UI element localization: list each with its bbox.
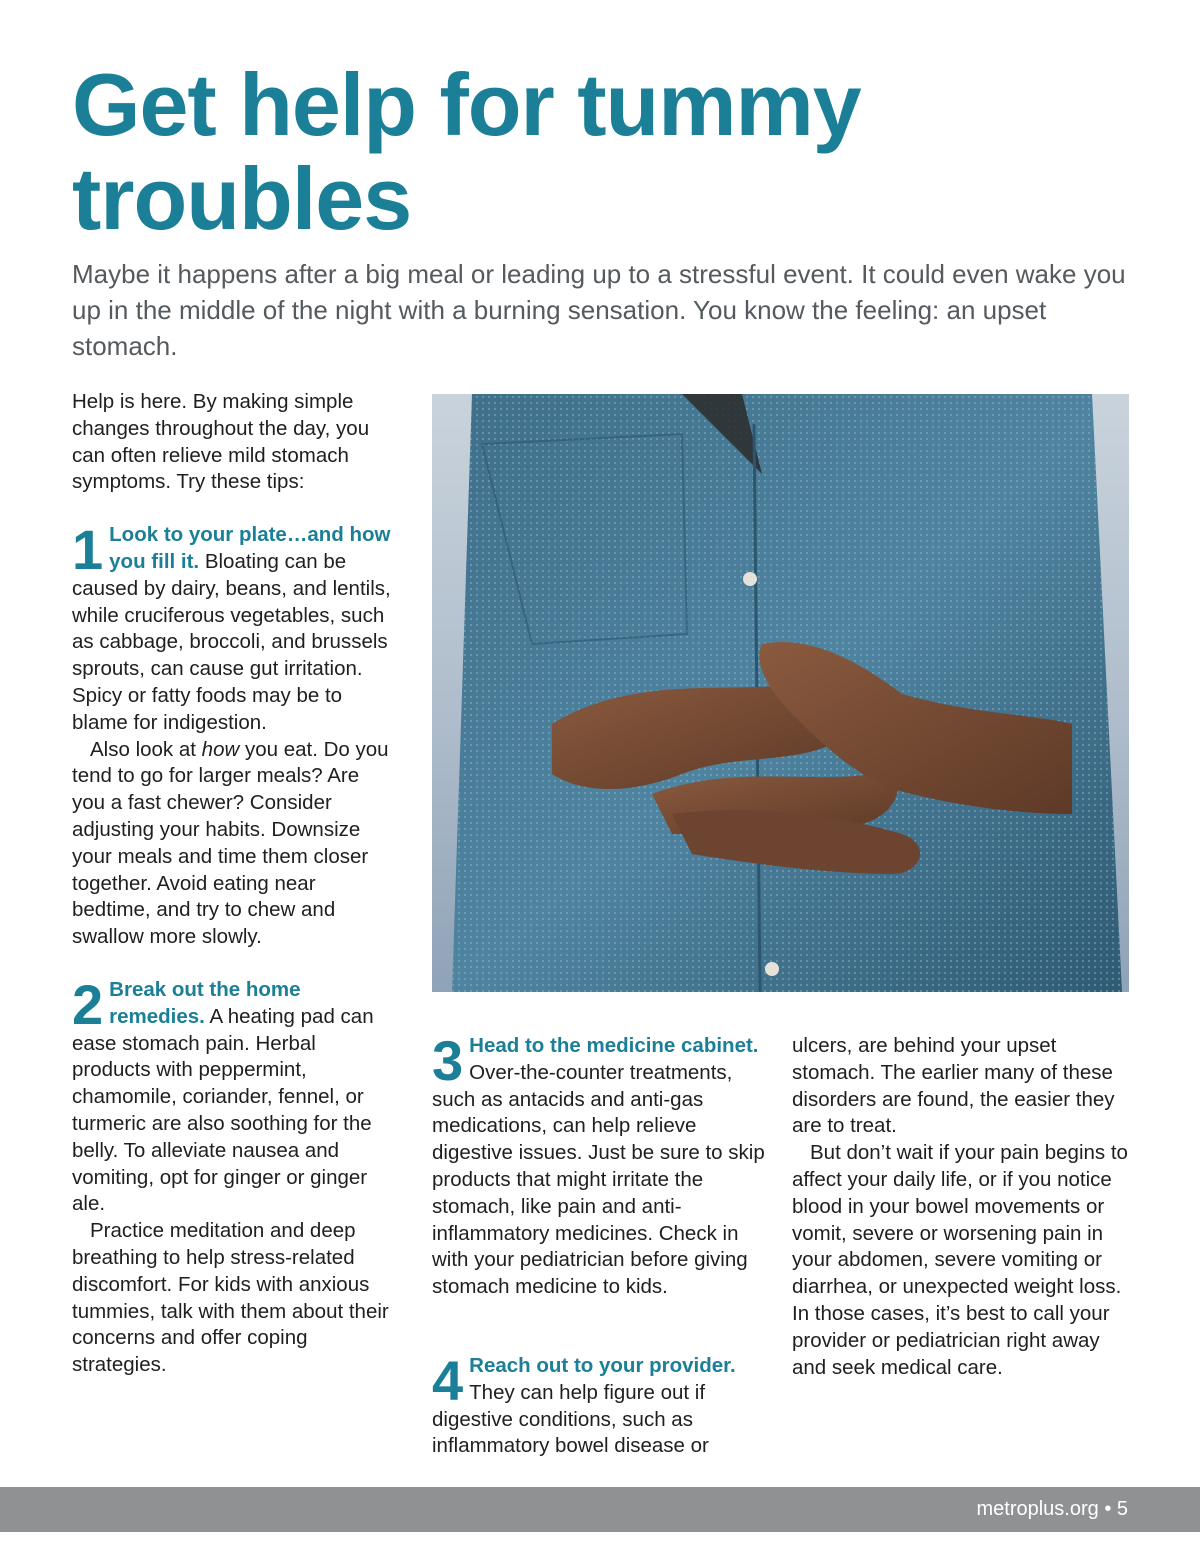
spacer [432,1301,772,1327]
tip-1 [72,518,394,736]
tip-1-paragraph-2: Also look at how you eat. Do you tend to go for larger meals? Are you a fast chewer? Consider adjusting your habits. Downsize your meals and time them closer together. Avoid eating near bedtime, and try to chew and swallow more slowly. [72,737,389,949]
tip-heading: Break out the home remedies. [109,977,301,1028]
column-left [72,389,394,1379]
intro-paragraph: Maybe it happens after a big meal or leading up to a stressful event. It could even wake you up in the middle of the night with a burning sensation. You know the feeling: an upset stomach. [72,259,1126,361]
tip-2 [72,972,394,1218]
footer-bar [0,1487,1200,1532]
tip-number: 3 [432,1029,464,1092]
tip-4 [432,1348,772,1460]
tip-2-paragraph-2: Practice meditation and deep breathing to help stress-related discomfort. For kids with anxious tummies, talk with them about their concerns and offer coping strategies. [72,1219,389,1377]
tip-heading: Head to the medicine cabinet. [469,1034,759,1057]
tip-body: They can help figure out if digestive conditions, such as inflammatory bowel disease or [432,1380,709,1458]
tip-body: Over-the-counter treatments, such as antacids and anti-gas medications, can help relieve digestive issues. Just be sure to skip products that might irritate the stomach, like pain and anti-inflammatory medicines. Check in with your pediatrician before giving stomach medicine to kids. [432,1060,765,1299]
tip-heading: Look to your plate…and how you fill it. [109,523,391,573]
column-right [792,1033,1132,1381]
column-middle [432,1029,772,1460]
emphasis-how: how [201,737,240,761]
tip-4-continued: ulcers, are behind your upset stomach. The earlier many of these disorders are found, the easier they are to treat. [792,1034,1115,1138]
tip-body: Bloating can be caused by dairy, beans, and lentils, while cruciferous vegetables, such as cabbage, broccoli, and brussels sprouts, can cause gut irritation. Spicy or fatty foods may be to blame for indigestion. [72,549,391,734]
footer-page-number: metroplus.org • 5 [976,1498,1128,1520]
tip-3 [432,1029,772,1301]
page-title: Get help for tummy troubles [72,55,861,248]
stomach-ache-photo [432,394,1129,992]
tip-heading: Reach out to your provider. [469,1353,736,1377]
tip-body: A heating pad can ease stomach pain. Herbal products with peppermint, chamomile, coriander, fennel, or turmeric are also soothing for the belly. To alleviate nausea and vomiting, opt for ginger or ginger ale. [72,1004,374,1216]
tip-number: 1 [72,518,104,582]
tip-4-paragraph-2: But don’t wait if your pain begins to affect your daily life, or if you notice blood in your bowel movements or vomit, severe or worsening pain in your abdomen, severe vomiting or diarrhea, or unexpected weight loss. In those cases, it’s best to call your provider or pediatrician right away and seek medical care. [792,1141,1128,1379]
lead-paragraph: Help is here. By making simple changes throughout the day, you can often relieve mild stomach symptoms. Try these tips: [72,390,370,494]
tip-number: 4 [432,1348,464,1412]
tip-number: 2 [72,972,104,1036]
